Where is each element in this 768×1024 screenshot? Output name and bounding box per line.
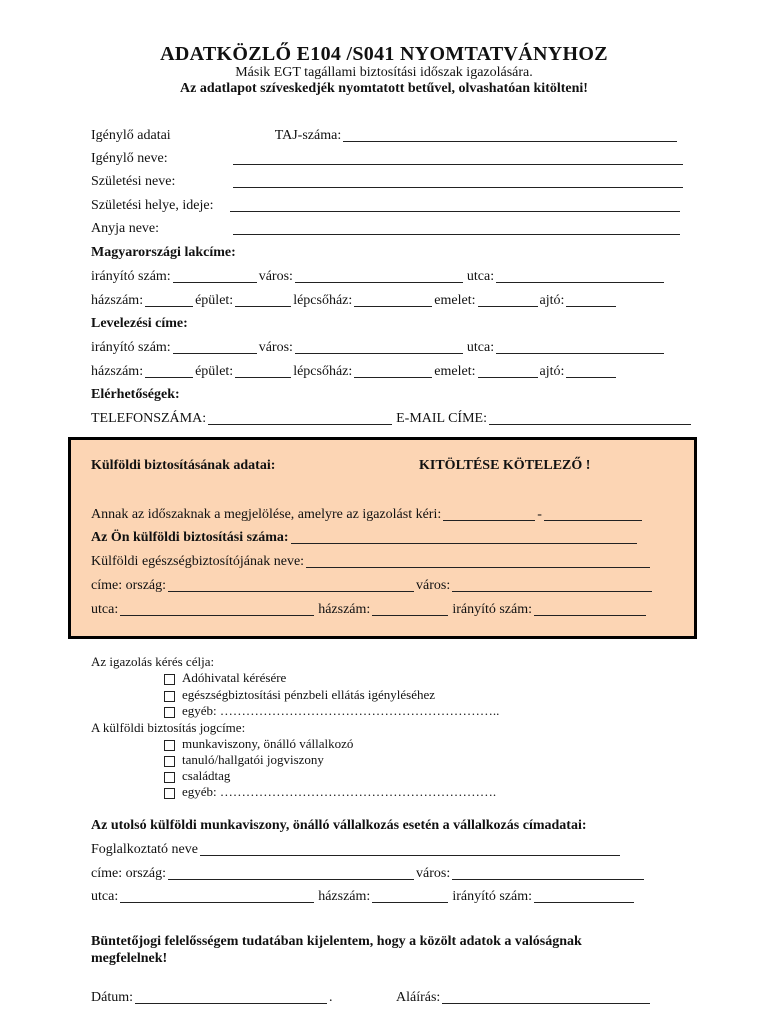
signature-label: Aláírás: [396,990,441,1005]
staircase-label: lépcsőház: [293,364,353,379]
legal-basis-checkbox-1[interactable] [164,740,175,751]
email-label: E-MAIL CÍME: [396,411,487,426]
birth-name-label: Születési neve: [91,174,176,189]
purpose-heading: Az igazolás kérés célja: [91,654,215,669]
email-field[interactable] [489,411,691,425]
form-title: ADATKÖZLŐ E104 /S041 NYOMTATVÁNYHOZ [160,43,608,65]
purpose-checkbox-2[interactable] [164,691,175,702]
building-label: épület: [195,364,234,379]
signature-field[interactable] [442,990,650,1004]
insurer-street-label: utca: [91,602,119,617]
applicant-name-field[interactable] [233,151,683,165]
contact-heading-text: Elérhetőségek: [91,387,180,402]
purpose-checkbox-1[interactable] [164,674,175,685]
insurer-address-row [91,576,654,594]
legal-basis-checkbox-3[interactable] [164,772,175,783]
employer-zip-label: irányító szám: [452,889,533,904]
period-dash: - [537,507,542,522]
building-label: épület: [195,293,234,308]
applicant-name-row [91,149,685,167]
employer-country-label: címe: ország: [91,866,167,881]
declaration-line-2: megfelelnek! [91,951,168,966]
employer-name-field[interactable] [200,842,620,856]
employer-heading [91,816,587,834]
mother-name-field[interactable] [233,221,680,235]
mail-house-field[interactable] [145,364,193,378]
insurer-name-label: Külföldi egészségbiztosítójának neve: [91,554,305,569]
mail-zip-field[interactable] [173,340,257,354]
phone-field[interactable] [208,411,392,425]
street-label: utca: [466,340,495,355]
birth-name-row [91,172,685,190]
house-label: házszám: [91,293,144,308]
taj-field[interactable] [343,128,677,142]
period-end-field[interactable] [544,507,642,521]
mail-street-field[interactable] [496,340,664,354]
mail-address-heading-text: Levelezési címe: [91,316,188,331]
legal-basis-option-1: munkaviszony, önálló vállalkozó [182,736,354,751]
mail-house-row [91,362,618,380]
declaration-line-1: Büntetőjogi felelősségem tudatában kijelentem, hogy a közölt adatok a valóságnak [91,934,582,949]
insurer-street-field[interactable] [120,602,314,616]
period-start-field[interactable] [443,507,535,521]
mail-staircase-field[interactable] [354,364,432,378]
legal-basis-checkbox-4[interactable] [164,788,175,799]
legal-basis-option-2: tanuló/hallgatói jogviszony [182,752,324,767]
signature-row [396,988,652,1006]
home-door-field[interactable] [566,293,616,307]
form-subtitle: Másik EGT tagállami biztosítási időszak igazolására. [235,65,533,80]
purpose-checkbox-3[interactable] [164,707,175,718]
employer-street-label: utca: [91,889,119,904]
mail-address-heading [91,314,188,332]
purpose-option-1: Adóhivatal kérésére [182,670,287,685]
door-label: ajtó: [539,293,565,308]
employer-address-row [91,864,646,882]
home-staircase-field[interactable] [354,293,432,307]
employer-name-row [91,840,622,858]
employer-street-field[interactable] [120,889,314,903]
mail-door-field[interactable] [566,364,616,378]
contact-heading [91,385,180,403]
date-end-dot: . [329,990,333,1005]
contact-row [91,409,693,427]
door-label: ajtó: [539,364,565,379]
insurer-zip-field[interactable] [534,602,646,616]
applicant-header-row [91,126,679,144]
employer-country-field[interactable] [168,866,414,880]
taj-label: TAJ-száma: [274,128,342,143]
employer-street-row [91,887,636,905]
mail-floor-field[interactable] [478,364,538,378]
insurer-country-field[interactable] [168,578,414,592]
home-address-heading-text: Magyarországi lakcíme: [91,245,236,260]
zip-label: irányító szám: [91,269,171,284]
employer-name-label: Foglalkoztató neve [91,842,198,857]
foreign-box-title-row [91,456,590,474]
employer-house-label: házszám: [318,889,371,904]
applicant-section-label: Igénylő adatai [91,128,171,143]
home-house-row [91,291,618,309]
home-floor-field[interactable] [478,293,538,307]
home-street-field[interactable] [496,269,664,283]
mother-name-label: Anyja neve: [91,221,160,236]
insurer-country-label: címe: ország: [91,578,167,593]
employer-zip-field[interactable] [534,889,634,903]
insurer-zip-label: irányító szám: [452,602,533,617]
home-zip-field[interactable] [173,269,257,283]
insurer-street-row [91,600,648,618]
legal-basis-heading: A külföldi biztosítás jogcíme: [91,720,246,735]
legal-basis-checkbox-2[interactable] [164,756,175,767]
birth-place-date-label: Születési helye, ideje: [91,198,214,213]
city-label: város: [258,269,293,284]
zip-label: irányító szám: [91,340,171,355]
insurer-city-label: város: [416,578,451,593]
date-row [91,988,333,1006]
mandatory-notice: KITÖLTÉSE KÖTELEZŐ ! [419,458,591,473]
floor-label: emelet: [434,364,476,379]
mail-building-field[interactable] [235,364,291,378]
floor-label: emelet: [434,293,476,308]
birth-place-date-row [91,196,682,214]
insurance-no-field[interactable] [291,530,637,544]
insurer-name-row [91,552,652,570]
period-row [91,505,644,523]
insurer-house-field[interactable] [372,602,448,616]
insurance-no-row [91,528,639,546]
foreign-box-title: Külföldi biztosításának adatai: [91,458,276,473]
employer-house-field[interactable] [372,889,448,903]
home-address-heading [91,243,236,261]
applicant-name-label: Igénylő neve: [91,151,168,166]
staircase-label: lépcsőház: [293,293,353,308]
home-building-field[interactable] [235,293,291,307]
insurer-name-field[interactable] [306,554,650,568]
city-label: város: [258,340,293,355]
insurer-house-label: házszám: [318,602,371,617]
employer-heading-text: Az utolsó külföldi munkaviszony, önálló vállalkozás esetén a vállalkozás címadatai: [91,818,587,833]
birth-name-field[interactable] [233,174,683,188]
employer-city-label: város: [416,866,451,881]
insurance-no-label: Az Ön külföldi biztosítási száma: [91,530,289,545]
purpose-option-2: egészségbiztosítási pénzbeli ellátás igényléséhez [182,687,436,702]
home-city-field[interactable] [295,269,463,283]
legal-basis-option-3: családtag [182,768,231,783]
employer-city-field[interactable] [452,866,644,880]
form-instruction: Az adatlapot szíveskedjék nyomtatott betűvel, olvashatóan kitölteni! [180,81,588,96]
purpose-option-3: egyéb: ……………………………………………………….. [182,703,500,718]
date-label: Dátum: [91,990,133,1005]
period-label: Annak az időszaknak a megjelölése, amelyre az igazolást kéri: [91,507,442,522]
mail-zip-city-street-row [91,338,666,356]
birth-place-date-field[interactable] [230,198,680,212]
street-label: utca: [466,269,495,284]
house-label: házszám: [91,364,144,379]
home-zip-city-street-row [91,267,666,285]
insurer-city-field[interactable] [452,578,652,592]
mother-name-row [91,219,682,237]
mail-city-field[interactable] [295,340,463,354]
date-field[interactable] [135,990,327,1004]
legal-basis-option-4: egyéb: ………………………………………………………. [182,784,497,799]
home-house-field[interactable] [145,293,193,307]
phone-label: TELEFONSZÁMA: [91,411,207,426]
